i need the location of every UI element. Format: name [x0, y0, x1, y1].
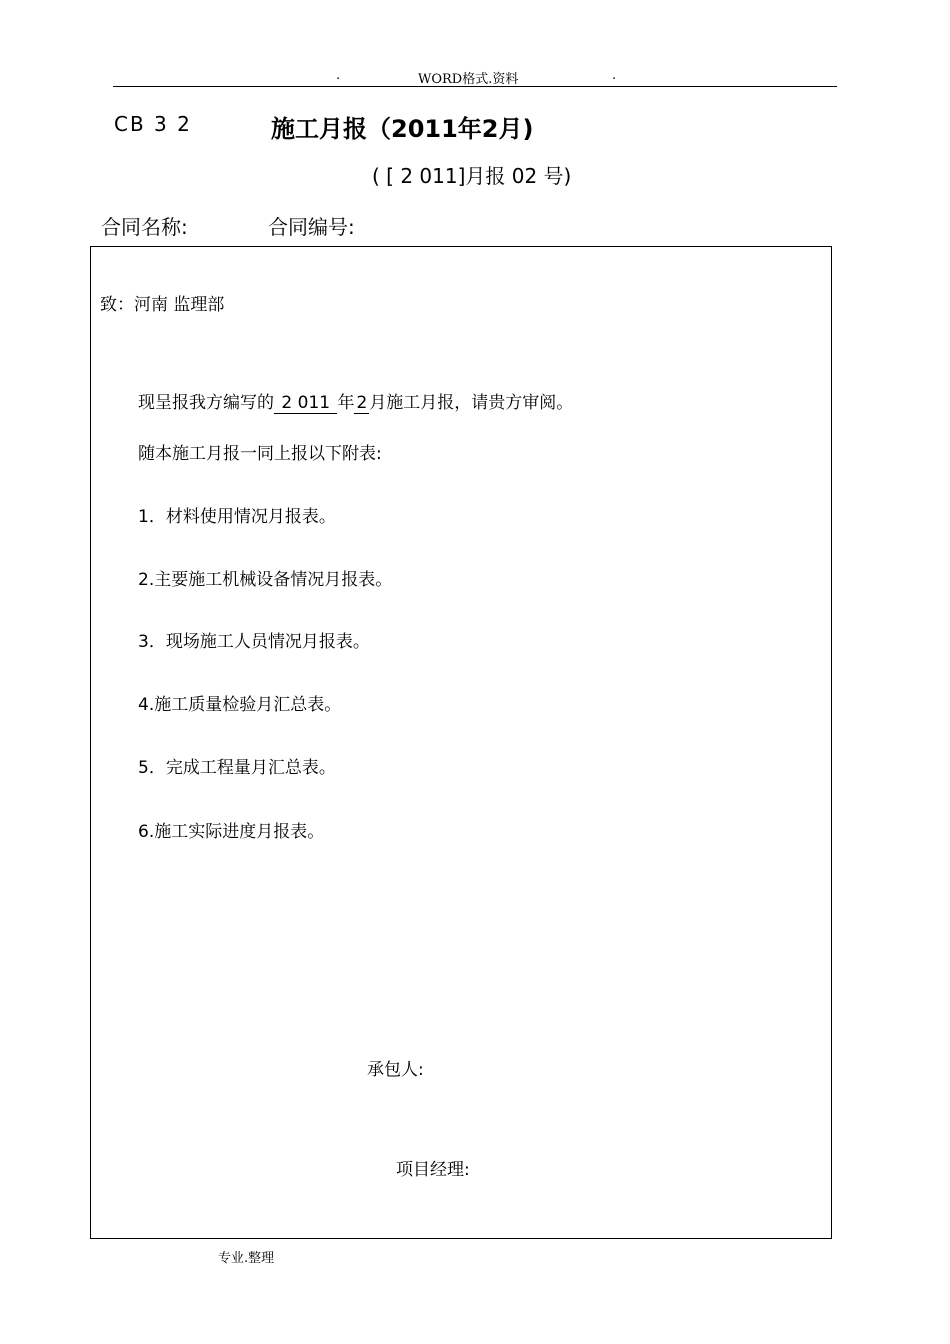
contractor-label: 承包人: [367, 1060, 424, 1080]
submit-month: 2 [356, 393, 368, 413]
contract-number-label: 合同编号: [268, 215, 355, 239]
report-number: ( [ 2 011]月报 02 号) [372, 164, 572, 188]
header-dot-right: . [612, 68, 617, 83]
page-title: 施工月报（2011年2月) [271, 115, 534, 143]
submit-line [138, 388, 573, 413]
list-item: 2.主要施工机械设备情况月报表。 [138, 570, 393, 590]
header-rule [113, 86, 837, 87]
submit-prefix: 现呈报我方编写的 [138, 393, 274, 413]
list-item: 1．材料使用情况月报表。 [138, 507, 336, 527]
list-item: 3．现场施工人员情况月报表。 [138, 632, 370, 652]
list-item: 5．完成工程量月汇总表。 [138, 758, 336, 778]
project-manager-label: 项目经理: [396, 1160, 470, 1180]
addressee-line: 致：河南 监理部 [100, 295, 225, 315]
list-item: 6.施工实际进度月报表。 [138, 822, 325, 842]
header-title: WORD格式.资料 [418, 72, 519, 87]
list-item: 4.施工质量检验月汇总表。 [138, 695, 342, 715]
header-dot-left: . [336, 68, 341, 83]
form-code: CB 3 2 [114, 112, 192, 136]
submit-year-suffix: 年 [337, 393, 355, 413]
submit-suffix: 月施工月报，请贵方审阅。 [369, 393, 574, 413]
submit-year: 2 011 [276, 393, 336, 413]
footer-text: 专业.整理 [218, 1251, 275, 1266]
contract-name-label: 合同名称: [101, 215, 188, 239]
attach-intro: 随本施工月报一同上报以下附表: [138, 444, 382, 464]
